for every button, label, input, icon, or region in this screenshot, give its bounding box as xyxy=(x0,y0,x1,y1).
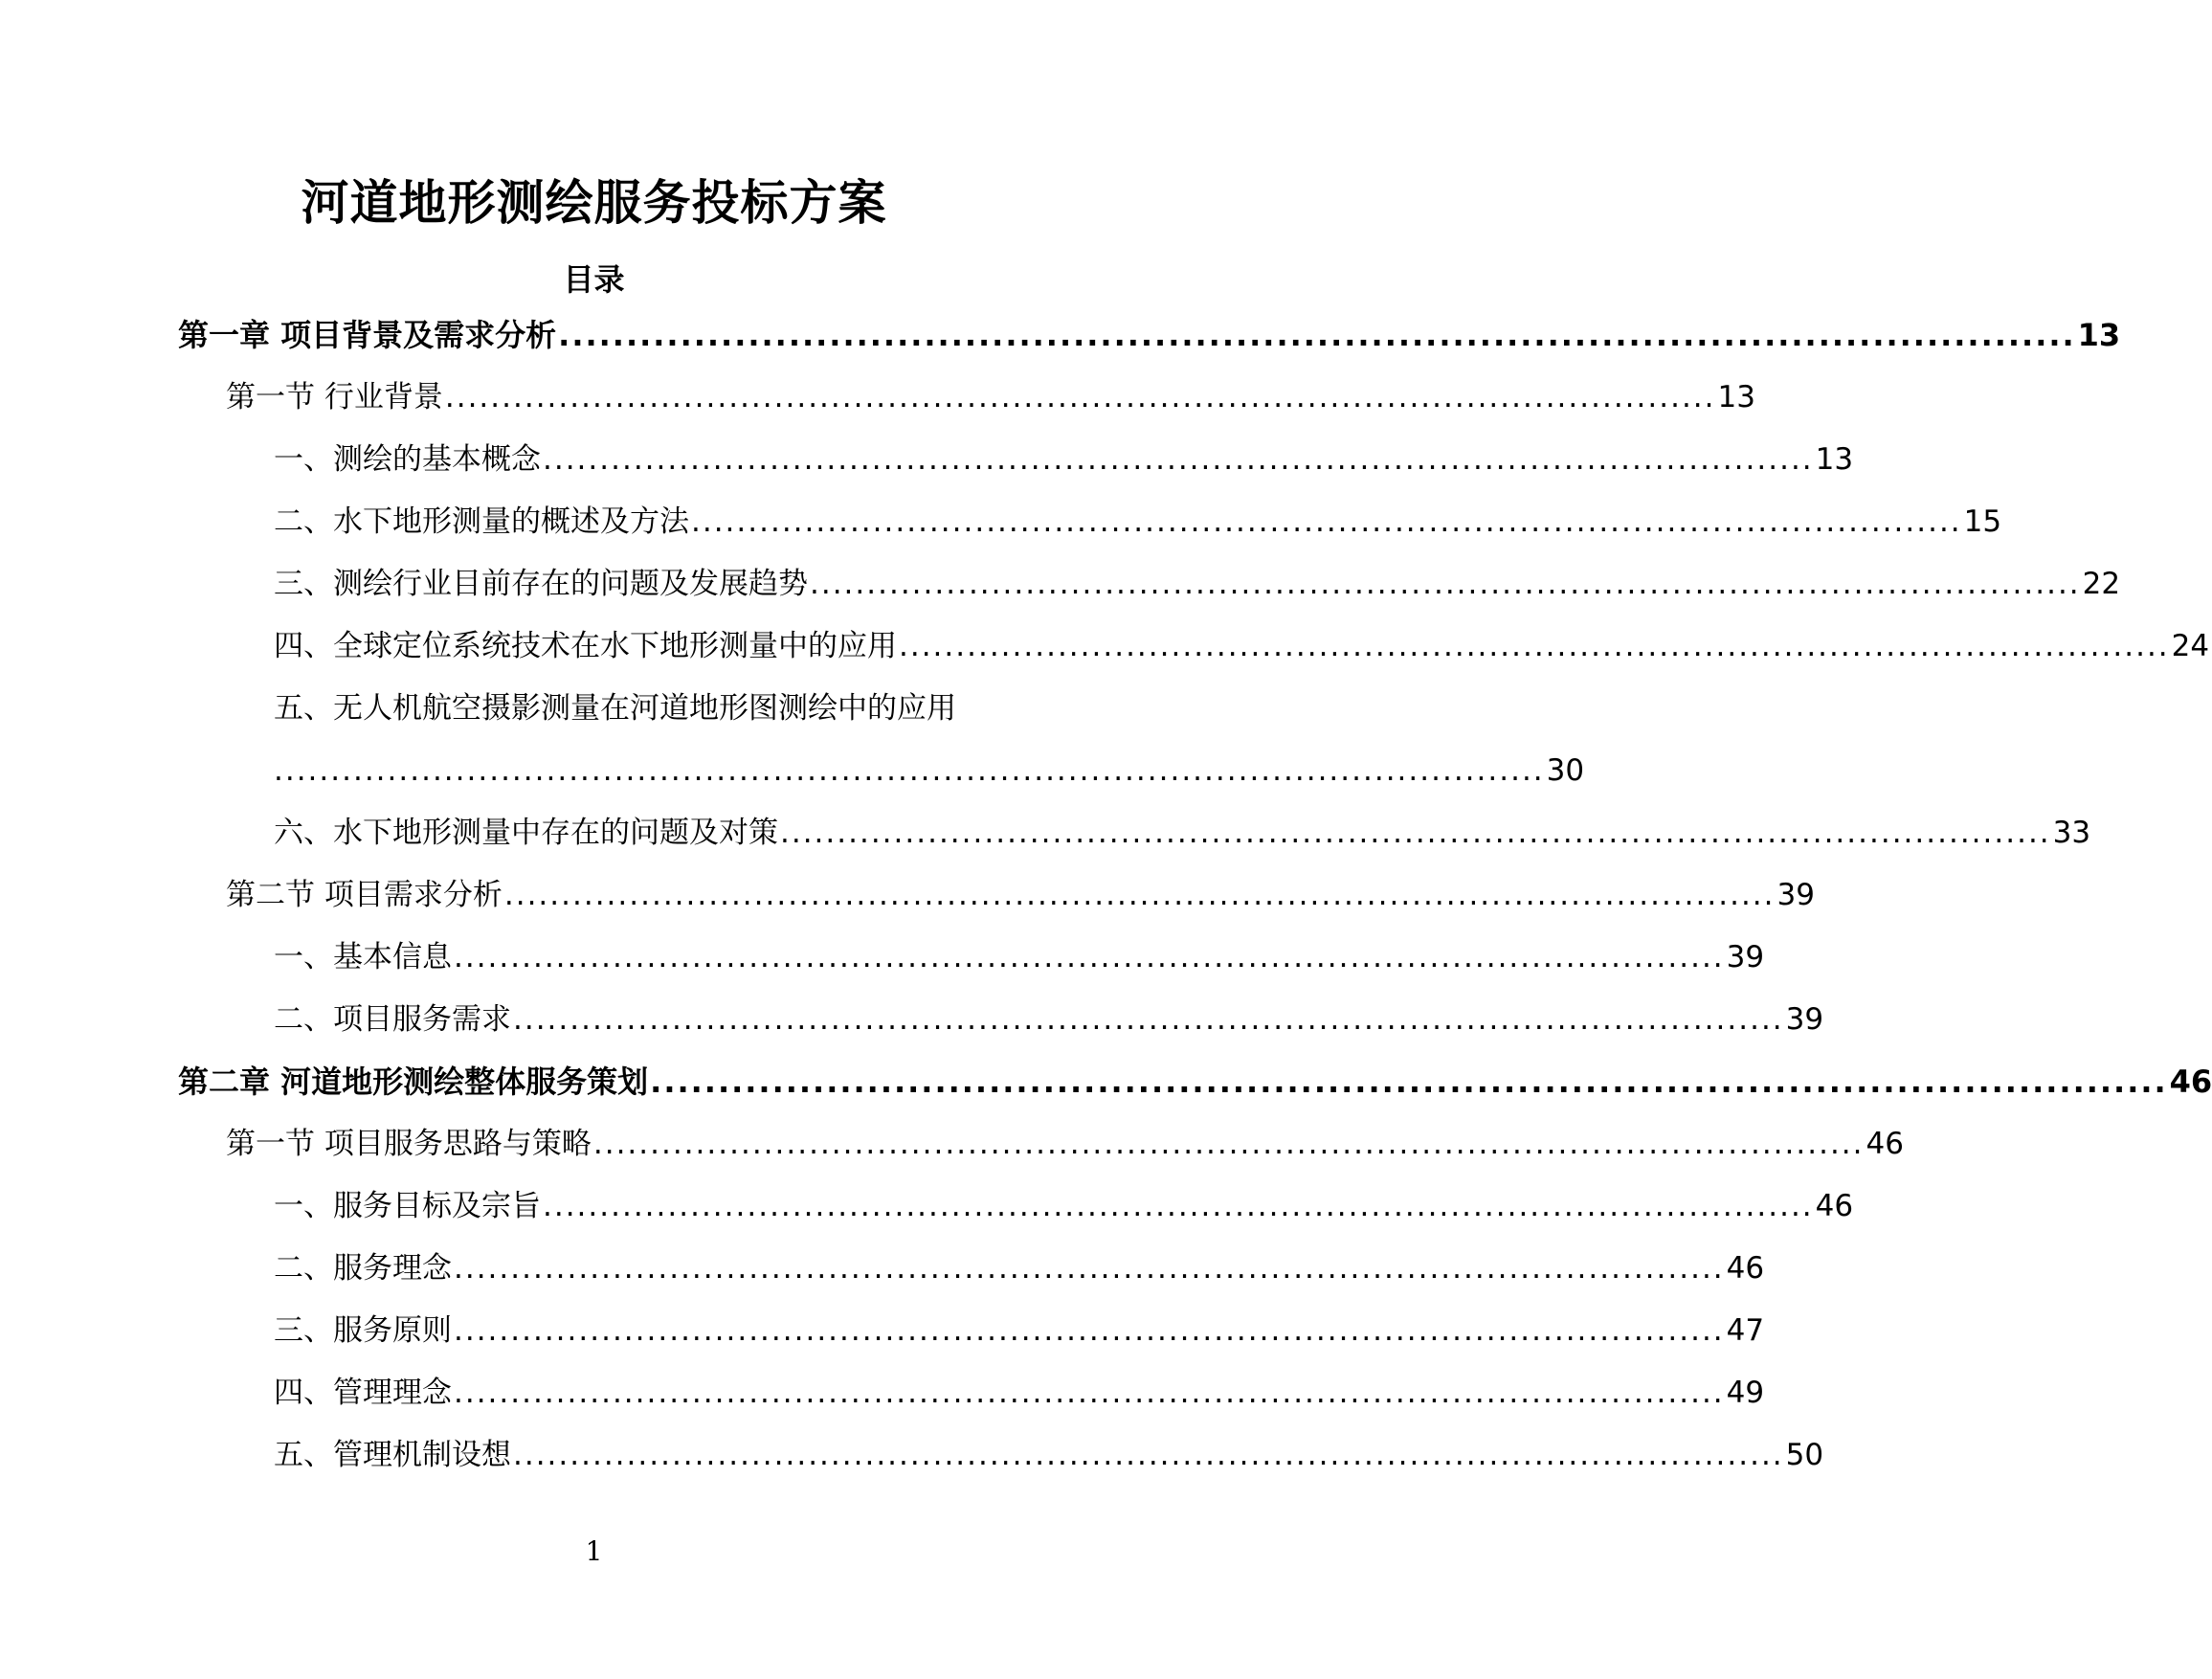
toc-entry-title: 一、测绘的基本概念 xyxy=(274,442,541,477)
toc-leader-dots: ................................................................................................................ xyxy=(558,317,2076,353)
toc-entry-title: 二、项目服务需求 xyxy=(274,1002,511,1037)
toc-entry-page: 39 xyxy=(1785,1002,1824,1037)
toc-entry-item-continuation[interactable] xyxy=(274,750,1585,792)
document-title: 河道地形测绘服务投标方案 xyxy=(301,175,887,231)
toc-entry-title: 三、测绘行业目前存在的问题及发展趋势 xyxy=(274,567,808,601)
toc-entry-item[interactable] xyxy=(274,812,2091,854)
toc-entry-page: 13 xyxy=(1717,380,1755,414)
toc-entry-page: 39 xyxy=(1776,878,1815,912)
toc-entry-title: 一、基本信息 xyxy=(274,940,452,974)
toc-leader-dots: ................................................................................................................ xyxy=(691,504,1962,539)
toc-entry-title: 六、水下地形测量中存在的问题及对策 xyxy=(274,816,778,850)
toc-entry-page: 46 xyxy=(1815,1189,1854,1223)
toc-entry-page: 13 xyxy=(2077,317,2121,353)
page-number: 1 xyxy=(585,1535,603,1567)
toc-entry-item[interactable] xyxy=(274,1372,1765,1414)
toc-entry-item[interactable] xyxy=(274,936,1765,978)
toc-entry-item[interactable] xyxy=(274,438,1854,481)
toc-entry-page: 13 xyxy=(1815,442,1854,477)
toc-leader-dots: ................................................................................................................ xyxy=(780,816,2051,850)
toc-entry-page: 15 xyxy=(1963,504,2002,539)
toc-entry-section[interactable] xyxy=(226,874,1815,916)
toc-entry-item[interactable] xyxy=(274,501,2002,543)
toc-entry-chapter-2[interactable] xyxy=(178,1061,2212,1103)
toc-entry-page: 50 xyxy=(1785,1438,1824,1472)
toc-entry-page: 46 xyxy=(1726,1251,1765,1286)
toc-entry-item[interactable] xyxy=(274,625,2210,667)
toc-entry-title: 二、水下地形测量的概述及方法 xyxy=(274,504,689,539)
toc-entry-page: 24 xyxy=(2171,629,2210,663)
toc-leader-dots: ................................................................................................................ xyxy=(454,1376,1725,1410)
toc-leader-dots: ................................................................................................................ xyxy=(444,380,1716,414)
toc-entry-section[interactable] xyxy=(226,376,1755,418)
toc-entry-page: 39 xyxy=(1726,940,1765,974)
toc-entry-page: 49 xyxy=(1726,1376,1765,1410)
toc-leader-dots: ................................................................................................................ xyxy=(592,1127,1865,1161)
toc-entry-title: 三、服务原则 xyxy=(274,1313,452,1348)
toc-entry-chapter-1[interactable] xyxy=(178,314,2121,356)
toc-entry-item[interactable] xyxy=(274,1247,1765,1289)
toc-entry-title: 第一章 项目背景及需求分析 xyxy=(178,317,557,353)
toc-entry-title: 二、服务理念 xyxy=(274,1251,452,1286)
toc-entry-title-wrapped[interactable]: 五、无人机航空摄影测量在河道地形图测绘中的应用 xyxy=(274,691,956,726)
toc-entry-page: 46 xyxy=(2169,1063,2212,1100)
toc-heading: 目录 xyxy=(563,261,625,298)
toc-entry-section[interactable] xyxy=(226,1123,1904,1165)
toc-leader-dots: ................................................................................................................ xyxy=(810,567,2081,601)
toc-entry-title: 第一节 行业背景 xyxy=(226,380,443,414)
toc-entry-page: 47 xyxy=(1726,1313,1765,1348)
toc-leader-dots: ................................................................................................................ xyxy=(454,1313,1725,1348)
toc-entry-title: 四、管理理念 xyxy=(274,1376,452,1410)
toc-leader-dots: ................................................................................................................ xyxy=(513,1002,1784,1037)
toc-entry-page: 33 xyxy=(2052,816,2091,850)
toc-entry-title: 第一节 项目服务思路与策略 xyxy=(226,1127,592,1161)
toc-entry-title: 五、管理机制设想 xyxy=(274,1438,511,1472)
toc-entry-title: 第二章 河道地形测绘整体服务策划 xyxy=(178,1063,649,1100)
toc-entry-item[interactable] xyxy=(274,998,1824,1041)
toc-leader-dots: ................................................................................................................ xyxy=(543,1189,1814,1223)
toc-entry-item[interactable] xyxy=(274,1310,1765,1352)
toc-entry-page: 22 xyxy=(2082,567,2121,601)
toc-leader-dots: ................................................................................................................ xyxy=(513,1438,1784,1472)
toc-entry-title: 四、全球定位系统技术在水下地形测量中的应用 xyxy=(274,629,897,663)
toc-entry-title: 一、服务目标及宗旨 xyxy=(274,1189,541,1223)
toc-leader-dots: ................................................................................................................ xyxy=(503,878,1776,912)
toc-leader-dots: ................................................................................................................ xyxy=(454,940,1725,974)
toc-entry-page: 46 xyxy=(1866,1127,1904,1161)
toc-entry-item[interactable] xyxy=(274,1434,1824,1476)
toc-leader-dots: ................................................................................................................ xyxy=(899,629,2170,663)
toc-leader-dots: ................................................................................................................ xyxy=(543,442,1814,477)
toc-leader-dots: ................................................................................................................ xyxy=(454,1251,1725,1286)
toc-entry-item[interactable] xyxy=(274,1185,1854,1227)
toc-leader-dots: ................................................................................................................ xyxy=(650,1063,2168,1100)
toc-entry-title: 第二节 项目需求分析 xyxy=(226,878,503,912)
toc-entry-item[interactable] xyxy=(274,563,2121,605)
toc-leader-dots: ................................................................................................................ xyxy=(274,753,1545,788)
toc-entry-page: 30 xyxy=(1546,753,1585,788)
